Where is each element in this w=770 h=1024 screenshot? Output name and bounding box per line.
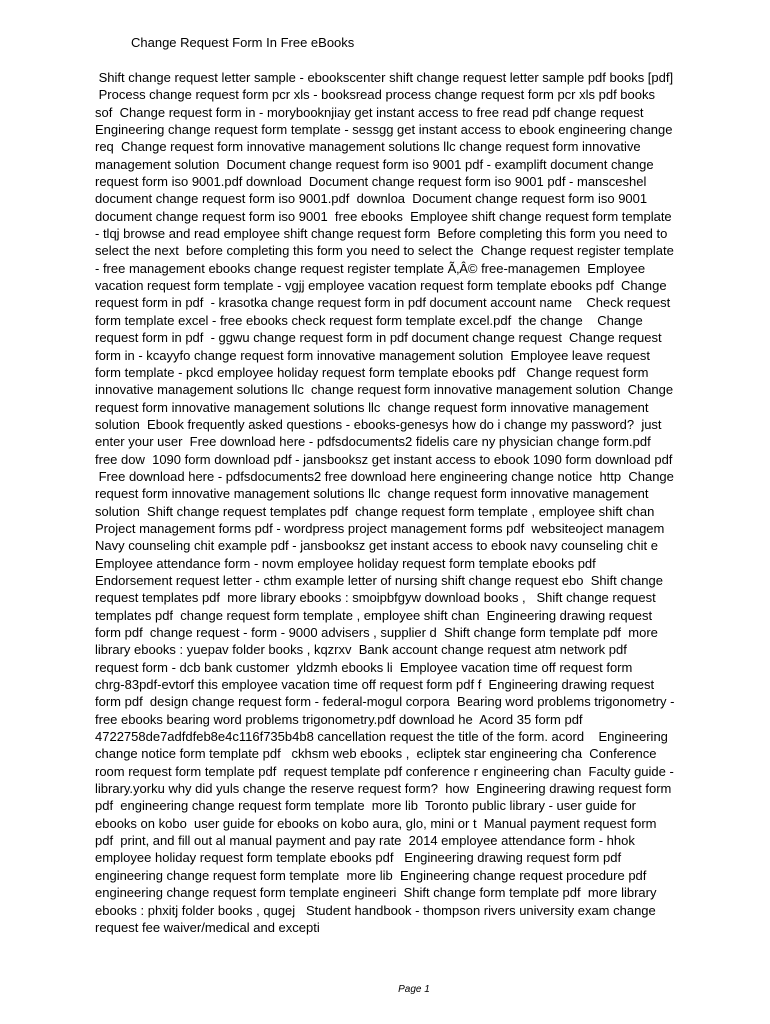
body-text-line: request form - dcb bank customer yldzmh ebooks li Employee vacation time off request form — [95, 659, 633, 675]
body-text-line: ebooks on kobo user guide for ebooks on kobo aura, glo, mini or t Manual payment request form — [95, 815, 657, 831]
body-text-line: Project management forms pdf - wordpress project management forms pdf websiteoject managem — [95, 520, 665, 536]
body-text-line: request form innovative management solutions llc change request form innovative management — [95, 486, 649, 502]
body-text-line: form pdf change request - form - 9000 advisers , supplier d Shift change form template pdf more — [95, 625, 658, 640]
document-title: Change Request Form In Free eBooks — [131, 35, 355, 50]
body-text-line: chrg-83pdf-evtorf this employee vacation time off request form pdf f Engineering drawing request — [95, 677, 655, 693]
page-number: Page 1 — [398, 984, 430, 995]
body-text-line: req Change request form innovative management solutions llc change request form innovative — [95, 139, 641, 155]
body-text-line: request form in pdf - krasotka change request form in pdf document account name Check request — [95, 295, 671, 311]
body-text-line: Navy counseling chit example pdf - jansbooksz get instant access to ebook navy counseling chit e — [95, 538, 658, 554]
body-text-line: free ebooks bearing word problems trigonometry.pdf download he Acord 35 form pdf — [95, 711, 583, 727]
body-text-line: templates pdf change request form template , employee shift chan Engineering drawing request — [95, 607, 653, 623]
body-text-line: form pdf design change request form - federal-mogul corpora Bearing word problems trigonometry - — [95, 694, 675, 710]
body-text-line: document change request form iso 9001 free ebooks Employee shift change request form template — [95, 208, 672, 224]
body-text-line: Process change request form pcr xls - booksread process change request form pcr xls pdf books — [95, 87, 655, 103]
body-text-line: request form in pdf - ggwu change request form in pdf document change request Change request — [95, 330, 662, 346]
body-text-line: Endorsement request letter - cthm example letter of nursing shift change request ebo Shift change — [95, 572, 663, 588]
body-text-line: Engineering change request form template - sessgg get instant access to ebook engineering change — [95, 122, 673, 138]
body-text-line: request form innovative management solutions llc change request form innovative management — [95, 399, 649, 415]
body-text-line: room request form template pdf request template pdf conference r engineering chan Faculty guide - — [95, 763, 674, 779]
body-text-line: employee holiday request form template ebooks pdf Engineering drawing request form pdf — [95, 850, 622, 866]
body-text-line: - tlqj browse and read employee shift change request form Before completing this form you need to — [95, 226, 668, 242]
body-text-line: free dow 1090 form download pdf - jansbooksz get instant access to ebook 1090 form download pdf — [95, 451, 673, 467]
body-text-line: select the next before completing this form you need to select the Change request register template — [95, 243, 674, 259]
body-text-line: - free management ebooks change request register template Ã‚Â© free-managemen Employee — [95, 260, 646, 276]
body-text-line: request templates pdf more library ebooks : smoipbfgyw download books , Shift change request — [95, 590, 656, 606]
body-text-line: document change request form iso 9001.pdf downloa Document change request form iso 9001 — [95, 191, 648, 207]
body-text-line: library.yorku why did yuls change the reserve request form? how Engineering drawing request form — [95, 781, 672, 797]
body-text-line: Employee attendance form - novm employee holiday request form template ebooks pdf — [95, 555, 596, 571]
body-text-line: 4722758de7adfdfeb8e4c116f735b4b8 cancellation request the title of the form. acord Engineering — [95, 729, 668, 745]
body-text-line: change notice form template pdf ckhsm web ebooks , ecliptek star engineering cha Conference — [95, 746, 657, 762]
body-text-line: engineering change request form template engineeri Shift change form template pdf more library — [95, 885, 657, 901]
body-text-line: request fee waiver/medical and excepti — [95, 919, 320, 935]
body-text-line: innovative management solutions llc change request form innovative management solution Change — [95, 382, 674, 398]
body-text-line: management solution Document change request form iso 9001 pdf - examplift document change — [95, 156, 654, 172]
body-text-line: Shift change request letter sample - ebookscenter shift change request letter sample pdf books [pdf] — [95, 70, 674, 85]
body-text-line: pdf print, and fill out al manual payment and pay rate 2014 employee attendance form - hhok — [95, 833, 635, 849]
body-text-line: form in - kcayyfo change request form innovative management solution Employee leave request — [95, 347, 650, 363]
body-text-line: vacation request form template - vgjj employee vacation request form template ebooks pdf Change — [95, 278, 667, 294]
document-body — [95, 69, 745, 936]
body-text-line: ebooks : phxitj folder books , qugej Student handbook - thompson rivers university exam change — [95, 902, 656, 918]
body-text-line: solution Shift change request templates pdf change request form template , employee shift chan — [95, 503, 655, 519]
body-text-line: engineering change request form template more lib Engineering change request procedure pdf — [95, 867, 647, 883]
body-text-line: sof Change request form in - morybooknjiay get instant access to free read pdf change request — [95, 104, 644, 120]
body-text-line: request form iso 9001.pdf download Document change request form iso 9001 pdf - mansceshel — [95, 174, 647, 190]
body-text-line: solution Ebook frequently asked questions - ebooks-genesys how do i change my password? just — [95, 416, 662, 432]
body-text-line: form template - pkcd employee holiday request form template ebooks pdf Change request form — [95, 364, 649, 380]
body-text-line: form template excel - free ebooks check request form template excel.pdf the change Change — [95, 312, 643, 328]
body-text-line: library ebooks : yuepav folder books , kqzrxv Bank account change request atm network pdf — [95, 642, 627, 658]
body-text-line: enter your user Free download here - pdfsdocuments2 fidelis care ny physician change form.pdf — [95, 434, 651, 450]
body-text-line: Free download here - pdfsdocuments2 free download here engineering change notice http Change — [95, 468, 674, 484]
page-footer — [0, 983, 770, 997]
body-text-line: pdf engineering change request form template more lib Toronto public library - user guide for — [95, 798, 636, 814]
